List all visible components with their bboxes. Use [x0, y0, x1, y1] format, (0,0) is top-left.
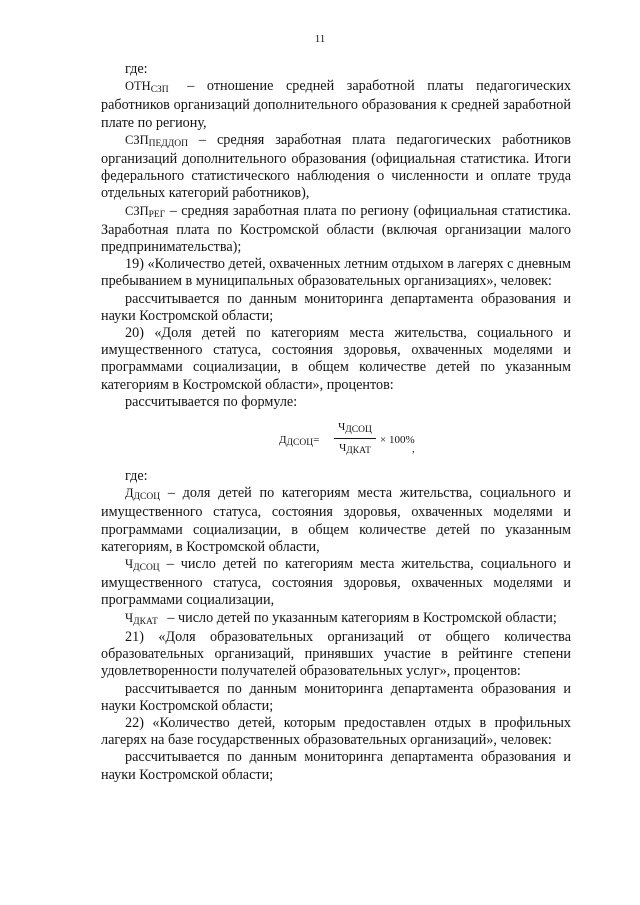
item-20-title: 20) «Доля детей по категориям места жительства, социального и имущественного статуса, состояния здоровья, охваченных моделями и программами социализации, в общем количестве детей по указанным категориям в Костромской области», процентов: [101, 325, 571, 393]
definition-text: отношение средней заработной платы педагогических работников организаций дополнительного образования к средней заработной плате по региону, [101, 78, 572, 131]
where-label: где: [125, 468, 148, 485]
symbol: Ч [125, 610, 134, 625]
dash: – [198, 131, 207, 148]
where-label: где: [125, 61, 148, 77]
item-21-calc: рассчитывается по данным мониторинга департамента образования и науки Костромской области; [101, 680, 571, 714]
dash: – [169, 202, 177, 219]
dash: – [187, 78, 195, 95]
item-19-calc: рассчитывается по данным мониторинга департамента образования и науки Костромской области; [101, 290, 571, 324]
definition-chdsoc [101, 556, 571, 610]
definition-szp-reg [101, 203, 571, 257]
item-20-calc: рассчитывается по формуле: [125, 393, 298, 410]
document-body [101, 61, 571, 784]
formula-trailing-comma: , [412, 443, 415, 456]
item-22-title: 22) «Количество детей, которым предоставлен отдых в профильных лагерях на базе государственных образовательных организаций», человек: [101, 714, 571, 749]
definition-otn-szp [101, 78, 571, 132]
formula-ddsoc [101, 418, 571, 462]
item-21-title: 21) «Доля образовательных организаций от общего количества образовательных организаций, принявших участие в рейтинге степени удовлетворенности получателей образовательных услуг», процентов: [101, 628, 571, 680]
formula-fraction [334, 419, 376, 458]
symbol-subscript: ПЕДДОП [148, 138, 188, 149]
definition-text: доля детей по категориям места жительства, социального и имущественного статуса, состояния здоровья, охваченных моделями и программами социализации, в общем количестве детей по указанным категориям, в Костромской области, [101, 485, 572, 555]
definition-szp-peddop [101, 132, 571, 203]
symbol-subscript: ДКАТ [133, 616, 158, 627]
dash: – [167, 609, 175, 626]
definition-chdkat [101, 610, 571, 629]
dash: – [166, 556, 174, 573]
item-19-title: 19) «Количество детей, охваченных летним отдыхом в лагерях с дневным пребыванием в муниципальных образовательных организациях», человек: [101, 256, 571, 290]
definition-text: число детей по указанным категориям в Костромской области; [177, 609, 557, 626]
symbol-subscript: ДСОЦ [133, 563, 160, 574]
page-number: 11 [314, 33, 326, 45]
definition-ddsoc [101, 485, 571, 556]
definition-text: число детей по категориям места жительства, социального и имущественного статуса, состояния здоровья, охваченных моделями и программами социализации, [101, 556, 572, 609]
symbol: Ч [125, 557, 134, 572]
definition-text: средняя заработная плата педагогических работников организаций дополнительного образования (официальная статистика. Итоги федерального статистического наблюдения о численности и оплате труда отдельных категорий работников), [101, 131, 571, 202]
definition-text: средняя заработная плата по региону (официальная статистика. Заработная плата по Костромской области (включая организации малого предпринимательства); [101, 202, 572, 256]
symbol: СЗП [125, 203, 149, 218]
formula-denominator: ЧДКАТ [339, 442, 371, 457]
formula-lhs: ДДСОЦ= [279, 434, 320, 449]
symbol-subscript: РЕГ [148, 209, 166, 220]
symbol-subscript: СЗП [150, 85, 169, 96]
symbol: СЗП [125, 132, 149, 147]
symbol: ОТН [125, 79, 151, 94]
symbol: Д [125, 486, 134, 501]
dash: – [167, 485, 175, 502]
formula-numerator: ЧДСОЦ [334, 419, 376, 439]
formula-multiplier: × 100% [380, 434, 415, 447]
item-22-calc: рассчитывается по данным мониторинга департамента образования и науки Костромской области; [101, 749, 571, 783]
symbol-subscript: ДСОЦ [133, 492, 161, 503]
